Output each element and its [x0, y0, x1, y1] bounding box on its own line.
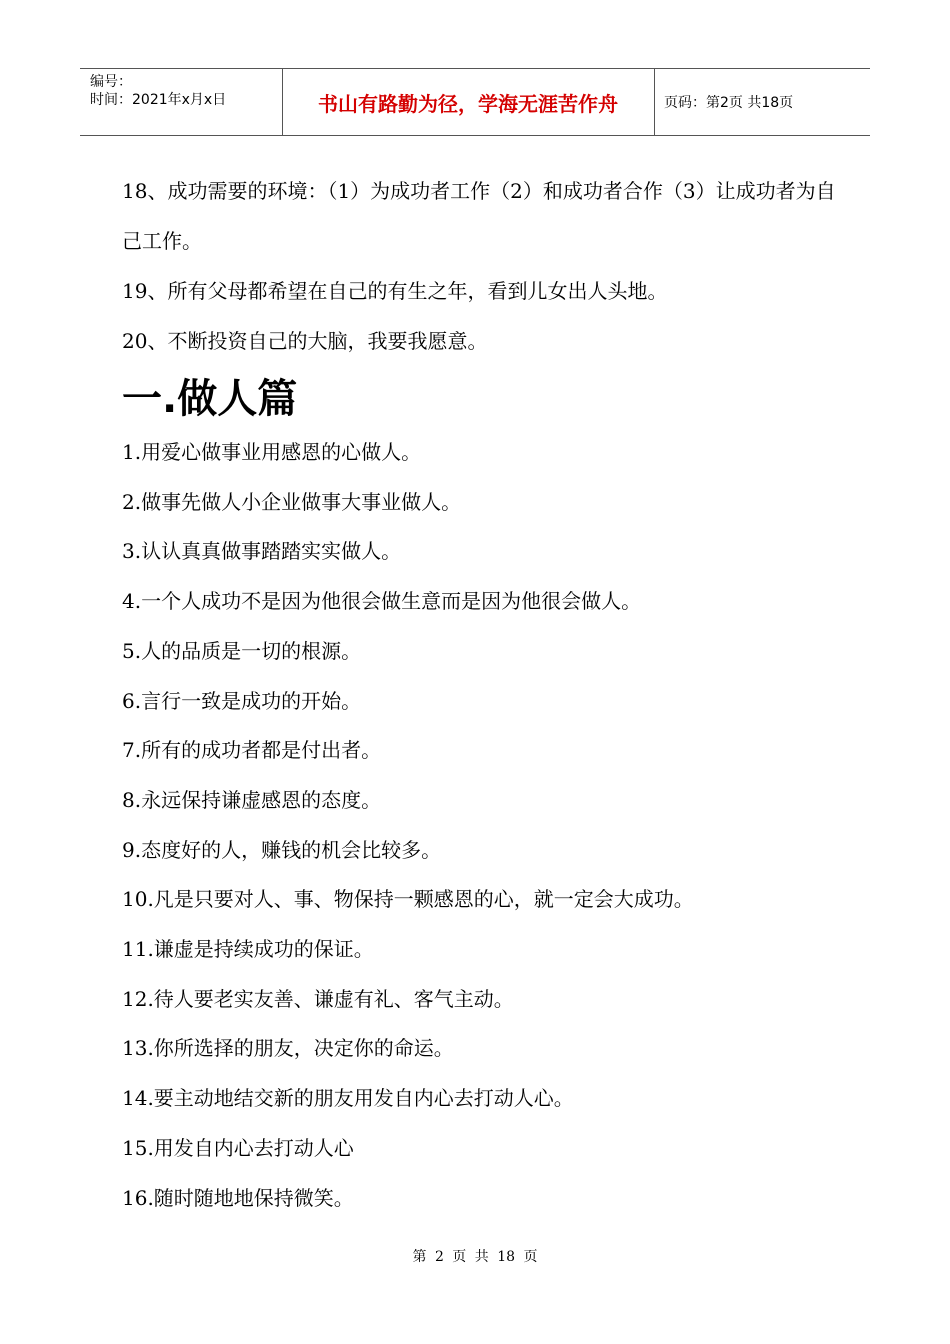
intro-item-18: 18、成功需要的环境：（1）为成功者工作（2）和成功者合作（3）让成功者为自己工作。: [122, 179, 836, 253]
list-item: 13.你所选择的朋友，决定你的命运。: [122, 1036, 454, 1061]
list-item: 10.凡是只要对人、事、物保持一颗感恩的心，就一定会大成功。: [122, 887, 694, 912]
header-info-cell: [80, 69, 283, 135]
document-time-label: 时间：2021年x月x日: [90, 92, 227, 108]
document-number-label: 编号：: [90, 74, 132, 90]
list-item: 1.用爱心做事业用感恩的心做人。: [122, 440, 422, 464]
header-page-cell: [654, 69, 870, 135]
list-item: 15.用发自内心去打动人心: [122, 1135, 354, 1160]
list-item: 2.做事先做人小企业做事大事业做人。: [122, 489, 462, 514]
list-item: 5.人的品质是一切的根源。: [122, 638, 362, 663]
header-motto: 书山有路勤为径，学海无涯苦作舟: [318, 92, 618, 116]
section-title: 一.做人篇: [122, 376, 298, 422]
list-item: 14.要主动地结交新的朋友用发自内心去打动人心。: [122, 1086, 574, 1111]
page-footer: 第 2 页 共 18 页: [412, 1249, 538, 1265]
header-motto-cell: [282, 69, 655, 135]
list-item: 7.所有的成功者都是付出者。: [122, 738, 382, 763]
list-item: 11.谦虚是持续成功的保证。: [122, 937, 374, 962]
header-page-info: 页码：第2页 共18页: [664, 95, 794, 111]
list-item: 4.一个人成功不是因为他很会做生意而是因为他很会做人。: [122, 589, 642, 614]
intro-item-20: 20、不断投资自己的大脑，我要我愿意。: [122, 329, 488, 353]
list-item: 9.态度好的人，赚钱的机会比较多。: [122, 837, 442, 862]
page-header: [80, 68, 870, 136]
document-body: [122, 166, 842, 1223]
list-item: 8.永远保持谦虚感恩的态度。: [122, 787, 382, 812]
list-item: 3.认认真真做事踏踏实实做人。: [122, 539, 402, 564]
list-item: 6.言行一致是成功的开始。: [122, 688, 362, 713]
list-item: 12.待人要老实友善、谦虚有礼、客气主动。: [122, 986, 514, 1011]
list-item: 16.随时随地地保持微笑。: [122, 1185, 354, 1210]
intro-item-19: 19、所有父母都希望在自己的有生之年，看到儿女出人头地。: [122, 279, 668, 303]
